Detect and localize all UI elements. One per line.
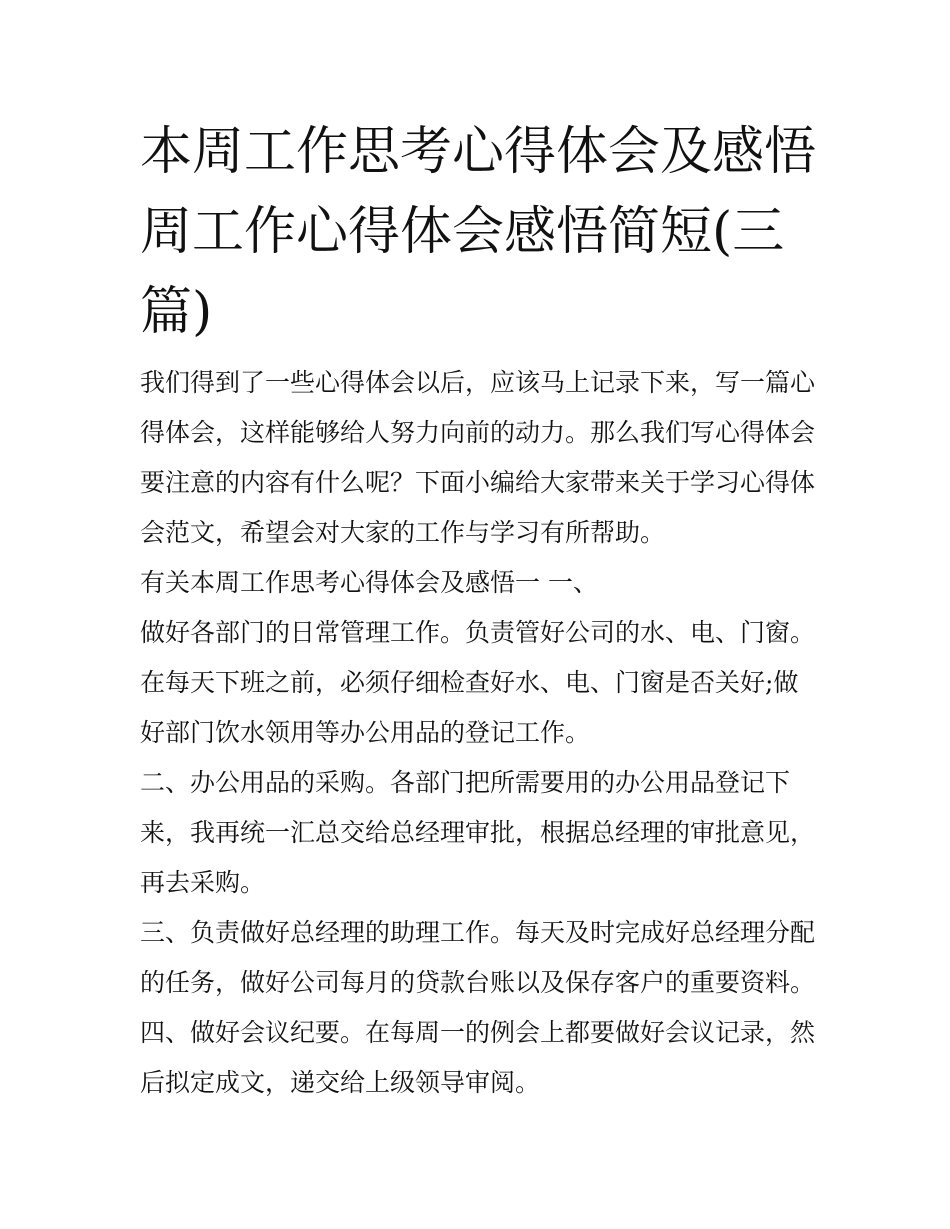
paragraph-item-3: 三、负责做好总经理的助理工作。每天及时完成好总经理分配的任务，做好公司每月的贷款台账以及保存客户的重要资料。: [140, 918, 816, 997]
intro-paragraph: 我们得到了一些心得体会以后，应该马上记录下来，写一篇心得体会，这样能够给人努力向前的动力。那么我们写心得体会要注意的内容有什么呢？下面小编给大家带来关于学习心得体会范文，希望会对大家的工作与学习有所帮助。: [140, 368, 816, 547]
document-title: 本周工作思考心得体会及感悟周工作心得体会感悟简短(三篇): [140, 122, 817, 342]
section-heading: 有关本周工作思考心得体会及感悟一 一、: [140, 568, 598, 597]
paragraph-item-4: 四、做好会议纪要。在每周一的例会上都要做好会议记录，然后拟定成文，递交给上级领导审阅。: [140, 1018, 816, 1097]
paragraph-item-2: 二、办公用品的采购。各部门把所需要用的办公用品登记下来，我再统一汇总交给总经理审批，根据总经理的审批意见，再去采购。: [140, 768, 816, 897]
paragraph-item-1: 做好各部门的日常管理工作。负责管好公司的水、电、门窗。在每天下班之前，必须仔细检查好水、电、门窗是否关好;做好部门饮水领用等办公用品的登记工作。: [140, 618, 816, 747]
document-body: [140, 358, 820, 1108]
